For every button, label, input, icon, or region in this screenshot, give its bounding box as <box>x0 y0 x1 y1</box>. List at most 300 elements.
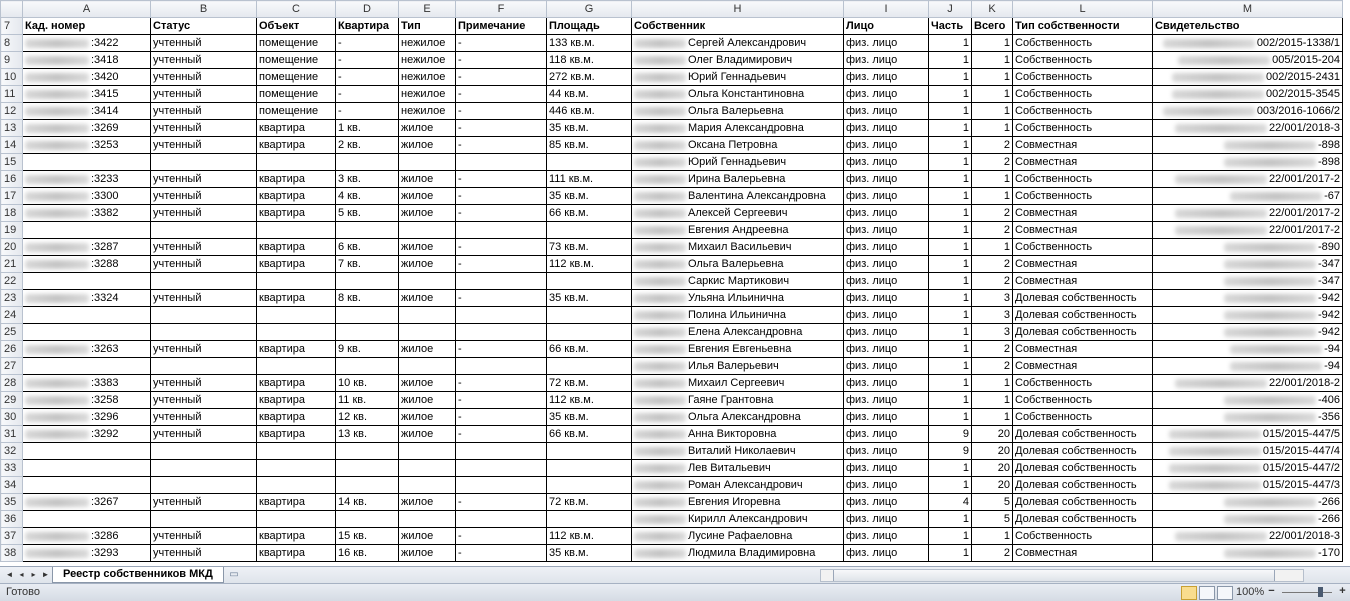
header-cell[interactable] <box>23 18 151 35</box>
row-header[interactable]: 9 <box>1 52 23 69</box>
cell[interactable] <box>1153 358 1343 375</box>
cell[interactable] <box>151 341 257 358</box>
cell[interactable] <box>929 528 972 545</box>
cell[interactable] <box>151 35 257 52</box>
cell[interactable] <box>1153 35 1343 52</box>
cell[interactable] <box>844 273 929 290</box>
cell[interactable] <box>972 35 1013 52</box>
column-header[interactable]: A <box>23 1 151 18</box>
cell[interactable] <box>456 290 547 307</box>
cell[interactable] <box>23 103 151 120</box>
cell[interactable] <box>257 341 336 358</box>
cell[interactable] <box>547 69 632 86</box>
cell[interactable] <box>456 426 547 443</box>
cell[interactable] <box>151 205 257 222</box>
cell[interactable] <box>399 154 456 171</box>
cell[interactable] <box>632 324 844 341</box>
cell[interactable] <box>972 409 1013 426</box>
cell[interactable] <box>151 426 257 443</box>
cell[interactable] <box>456 511 547 528</box>
cell[interactable] <box>257 545 336 562</box>
cell[interactable] <box>1153 120 1343 137</box>
header-cell[interactable] <box>972 18 1013 35</box>
row-header[interactable]: 21 <box>1 256 23 273</box>
cell[interactable] <box>1153 460 1343 477</box>
minus-icon[interactable]: − <box>1268 585 1275 597</box>
cell[interactable] <box>257 35 336 52</box>
cell[interactable] <box>1013 409 1153 426</box>
cell[interactable] <box>336 273 399 290</box>
prev-sheet-icon[interactable]: ◂ <box>19 570 24 579</box>
cell[interactable] <box>844 239 929 256</box>
cell[interactable] <box>632 154 844 171</box>
cell[interactable] <box>547 35 632 52</box>
cell[interactable] <box>257 103 336 120</box>
cell[interactable] <box>151 239 257 256</box>
cell[interactable] <box>399 52 456 69</box>
cell[interactable] <box>632 443 844 460</box>
cell[interactable] <box>972 511 1013 528</box>
zoom-slider-thumb[interactable] <box>1318 587 1323 597</box>
row-header[interactable]: 16 <box>1 171 23 188</box>
row-header[interactable]: 27 <box>1 358 23 375</box>
cell[interactable] <box>632 205 844 222</box>
cell[interactable] <box>257 375 336 392</box>
column-header[interactable]: G <box>547 1 632 18</box>
cell[interactable] <box>547 273 632 290</box>
row-header[interactable]: 18 <box>1 205 23 222</box>
cell[interactable] <box>1013 494 1153 511</box>
cell[interactable] <box>257 171 336 188</box>
cell[interactable] <box>1153 528 1343 545</box>
cell[interactable] <box>632 290 844 307</box>
first-sheet-icon[interactable]: ◄ <box>5 570 14 579</box>
cell[interactable] <box>257 52 336 69</box>
cell[interactable] <box>456 69 547 86</box>
cell[interactable] <box>1013 392 1153 409</box>
cell[interactable] <box>257 307 336 324</box>
cell[interactable] <box>257 239 336 256</box>
cell[interactable] <box>1153 239 1343 256</box>
last-sheet-icon[interactable]: ► <box>41 570 50 579</box>
cell[interactable] <box>257 324 336 341</box>
cell[interactable] <box>844 290 929 307</box>
cell[interactable] <box>972 443 1013 460</box>
cell[interactable] <box>632 460 844 477</box>
cell[interactable] <box>456 341 547 358</box>
column-header[interactable]: F <box>456 1 547 18</box>
cell[interactable] <box>929 460 972 477</box>
row-header[interactable]: 20 <box>1 239 23 256</box>
row-header[interactable]: 25 <box>1 324 23 341</box>
cell[interactable] <box>456 256 547 273</box>
page-break-view-icon[interactable] <box>1217 586 1233 600</box>
cell[interactable] <box>972 69 1013 86</box>
cell[interactable] <box>844 443 929 460</box>
cell[interactable] <box>23 409 151 426</box>
cell[interactable] <box>1013 103 1153 120</box>
row-header[interactable]: 13 <box>1 120 23 137</box>
cell[interactable] <box>336 545 399 562</box>
cell[interactable] <box>399 511 456 528</box>
cell[interactable] <box>151 375 257 392</box>
cell[interactable] <box>399 273 456 290</box>
column-header[interactable]: B <box>151 1 257 18</box>
cell[interactable] <box>151 52 257 69</box>
cell[interactable] <box>336 494 399 511</box>
row-header[interactable]: 14 <box>1 137 23 154</box>
cell[interactable] <box>257 460 336 477</box>
cell[interactable] <box>399 409 456 426</box>
cell[interactable] <box>257 409 336 426</box>
cell[interactable] <box>151 137 257 154</box>
cell[interactable] <box>257 69 336 86</box>
cell[interactable] <box>456 528 547 545</box>
cell[interactable] <box>456 35 547 52</box>
cell[interactable] <box>929 137 972 154</box>
cell[interactable] <box>1013 256 1153 273</box>
cell[interactable] <box>399 69 456 86</box>
column-header[interactable]: L <box>1013 1 1153 18</box>
cell[interactable] <box>547 154 632 171</box>
cell[interactable] <box>547 188 632 205</box>
cell[interactable] <box>23 205 151 222</box>
cell[interactable] <box>23 171 151 188</box>
cell[interactable] <box>1013 528 1153 545</box>
cell[interactable] <box>23 52 151 69</box>
cell[interactable] <box>929 341 972 358</box>
cell[interactable] <box>632 35 844 52</box>
cell[interactable] <box>336 443 399 460</box>
cell[interactable] <box>257 426 336 443</box>
cell[interactable] <box>972 273 1013 290</box>
cell[interactable] <box>972 392 1013 409</box>
cell[interactable] <box>844 426 929 443</box>
cell[interactable] <box>336 307 399 324</box>
cell[interactable] <box>1153 222 1343 239</box>
cell[interactable] <box>456 205 547 222</box>
cell[interactable] <box>929 375 972 392</box>
cell[interactable] <box>547 290 632 307</box>
cell[interactable] <box>1013 545 1153 562</box>
cell[interactable] <box>632 426 844 443</box>
cell[interactable] <box>151 171 257 188</box>
cell[interactable] <box>844 545 929 562</box>
cell[interactable] <box>1153 409 1343 426</box>
cell[interactable] <box>399 477 456 494</box>
cell[interactable] <box>929 69 972 86</box>
row-header[interactable]: 11 <box>1 86 23 103</box>
cell[interactable] <box>972 103 1013 120</box>
cell[interactable] <box>23 273 151 290</box>
cell[interactable] <box>151 545 257 562</box>
cell[interactable] <box>929 307 972 324</box>
row-header[interactable]: 26 <box>1 341 23 358</box>
column-header[interactable]: C <box>257 1 336 18</box>
cell[interactable] <box>972 171 1013 188</box>
cell[interactable] <box>929 120 972 137</box>
cell[interactable] <box>972 324 1013 341</box>
cell[interactable] <box>632 477 844 494</box>
row-header[interactable]: 29 <box>1 392 23 409</box>
cell[interactable] <box>23 494 151 511</box>
cell[interactable] <box>547 460 632 477</box>
cell[interactable] <box>632 120 844 137</box>
cell[interactable] <box>1013 154 1153 171</box>
header-cell[interactable] <box>929 18 972 35</box>
cell[interactable] <box>1013 341 1153 358</box>
cell[interactable] <box>929 154 972 171</box>
cell[interactable] <box>151 86 257 103</box>
cell[interactable] <box>844 494 929 511</box>
cell[interactable] <box>972 358 1013 375</box>
cell[interactable] <box>929 103 972 120</box>
cell[interactable] <box>844 52 929 69</box>
cell[interactable] <box>547 358 632 375</box>
cell[interactable] <box>456 239 547 256</box>
cell[interactable] <box>336 171 399 188</box>
cell[interactable] <box>456 171 547 188</box>
cell[interactable] <box>632 409 844 426</box>
cell[interactable] <box>844 460 929 477</box>
column-header[interactable]: D <box>336 1 399 18</box>
header-cell[interactable] <box>1013 18 1153 35</box>
cell[interactable] <box>1153 375 1343 392</box>
cell[interactable] <box>23 443 151 460</box>
header-cell[interactable] <box>151 18 257 35</box>
cell[interactable] <box>23 239 151 256</box>
cell[interactable] <box>257 137 336 154</box>
cell[interactable] <box>632 137 844 154</box>
row-header[interactable]: 22 <box>1 273 23 290</box>
cell[interactable] <box>929 324 972 341</box>
header-cell[interactable] <box>547 18 632 35</box>
cell[interactable] <box>151 460 257 477</box>
cell[interactable] <box>23 545 151 562</box>
cell[interactable] <box>151 256 257 273</box>
cell[interactable] <box>336 35 399 52</box>
cell[interactable] <box>844 222 929 239</box>
row-header[interactable]: 12 <box>1 103 23 120</box>
cell[interactable] <box>632 222 844 239</box>
cell[interactable] <box>972 188 1013 205</box>
cell[interactable] <box>632 103 844 120</box>
cell[interactable] <box>23 256 151 273</box>
cell[interactable] <box>336 290 399 307</box>
cell[interactable] <box>23 120 151 137</box>
cell[interactable] <box>547 511 632 528</box>
cell[interactable] <box>1153 188 1343 205</box>
cell[interactable] <box>632 273 844 290</box>
cell[interactable] <box>844 35 929 52</box>
cell[interactable] <box>257 528 336 545</box>
cell[interactable] <box>1153 137 1343 154</box>
sheet-tab[interactable]: Реестр собственников МКД <box>52 567 224 583</box>
cell[interactable] <box>257 188 336 205</box>
cell[interactable] <box>1013 324 1153 341</box>
cell[interactable] <box>336 120 399 137</box>
cell[interactable] <box>844 154 929 171</box>
cell[interactable] <box>844 188 929 205</box>
row-header[interactable]: 7 <box>1 18 23 35</box>
cell[interactable] <box>257 511 336 528</box>
page-layout-view-icon[interactable] <box>1199 586 1215 600</box>
header-cell[interactable] <box>257 18 336 35</box>
cell[interactable] <box>23 69 151 86</box>
cell[interactable] <box>972 154 1013 171</box>
cell[interactable] <box>547 341 632 358</box>
cell[interactable] <box>844 477 929 494</box>
row-header[interactable]: 38 <box>1 545 23 562</box>
cell[interactable] <box>456 188 547 205</box>
column-header[interactable]: M <box>1153 1 1343 18</box>
cell[interactable] <box>399 375 456 392</box>
cell[interactable] <box>1013 426 1153 443</box>
cell[interactable] <box>929 52 972 69</box>
cell[interactable] <box>23 511 151 528</box>
cell[interactable] <box>1013 511 1153 528</box>
cell[interactable] <box>456 494 547 511</box>
cell[interactable] <box>844 171 929 188</box>
cell[interactable] <box>929 256 972 273</box>
cell[interactable] <box>336 188 399 205</box>
cell[interactable] <box>547 222 632 239</box>
header-cell[interactable] <box>844 18 929 35</box>
cell[interactable] <box>399 103 456 120</box>
header-cell[interactable] <box>399 18 456 35</box>
cell[interactable] <box>23 460 151 477</box>
cell[interactable] <box>151 494 257 511</box>
cell[interactable] <box>456 409 547 426</box>
cell[interactable] <box>151 120 257 137</box>
cell[interactable] <box>632 69 844 86</box>
cell[interactable] <box>336 103 399 120</box>
cell[interactable] <box>456 443 547 460</box>
cell[interactable] <box>547 545 632 562</box>
cell[interactable] <box>456 545 547 562</box>
cell[interactable] <box>336 375 399 392</box>
cell[interactable] <box>547 477 632 494</box>
row-header[interactable]: 37 <box>1 528 23 545</box>
cell[interactable] <box>1013 120 1153 137</box>
cell[interactable] <box>844 409 929 426</box>
cell[interactable] <box>929 392 972 409</box>
cell[interactable] <box>1153 341 1343 358</box>
cell[interactable] <box>151 477 257 494</box>
cell[interactable] <box>1153 205 1343 222</box>
cell[interactable] <box>1153 154 1343 171</box>
cell[interactable] <box>23 307 151 324</box>
cell[interactable] <box>972 205 1013 222</box>
cell[interactable] <box>23 188 151 205</box>
cell[interactable] <box>23 154 151 171</box>
cell[interactable] <box>844 103 929 120</box>
cell[interactable] <box>1013 86 1153 103</box>
cell[interactable] <box>399 205 456 222</box>
cell[interactable] <box>399 443 456 460</box>
cell[interactable] <box>547 375 632 392</box>
row-header[interactable]: 30 <box>1 409 23 426</box>
cell[interactable] <box>336 222 399 239</box>
cell[interactable] <box>1153 52 1343 69</box>
cell[interactable] <box>1153 392 1343 409</box>
column-header[interactable]: J <box>929 1 972 18</box>
cell[interactable] <box>972 426 1013 443</box>
cell[interactable] <box>399 341 456 358</box>
cell[interactable] <box>972 52 1013 69</box>
cell[interactable] <box>399 358 456 375</box>
cell[interactable] <box>257 120 336 137</box>
row-header[interactable]: 32 <box>1 443 23 460</box>
cell[interactable] <box>844 375 929 392</box>
cell[interactable] <box>257 290 336 307</box>
cell[interactable] <box>456 120 547 137</box>
cell[interactable] <box>844 256 929 273</box>
cell[interactable] <box>547 307 632 324</box>
horizontal-scrollbar[interactable] <box>820 569 1304 582</box>
cell[interactable] <box>547 171 632 188</box>
cell[interactable] <box>1013 52 1153 69</box>
plus-icon[interactable]: + <box>1339 585 1346 597</box>
cell[interactable] <box>336 426 399 443</box>
cell[interactable] <box>456 222 547 239</box>
cell[interactable] <box>23 137 151 154</box>
cell[interactable] <box>632 494 844 511</box>
cell[interactable] <box>399 460 456 477</box>
cell[interactable] <box>399 494 456 511</box>
column-header[interactable]: H <box>632 1 844 18</box>
cell[interactable] <box>23 392 151 409</box>
cell[interactable] <box>929 171 972 188</box>
cell[interactable] <box>1013 239 1153 256</box>
cell[interactable] <box>456 273 547 290</box>
cell[interactable] <box>23 358 151 375</box>
cell[interactable] <box>257 477 336 494</box>
cell[interactable] <box>1013 460 1153 477</box>
cell[interactable] <box>972 86 1013 103</box>
cell[interactable] <box>844 511 929 528</box>
cell[interactable] <box>456 392 547 409</box>
cell[interactable] <box>399 426 456 443</box>
cell[interactable] <box>336 477 399 494</box>
cell[interactable] <box>844 120 929 137</box>
cell[interactable] <box>399 239 456 256</box>
cell[interactable] <box>151 103 257 120</box>
cell[interactable] <box>1153 511 1343 528</box>
cell[interactable] <box>844 392 929 409</box>
cell[interactable] <box>456 307 547 324</box>
cell[interactable] <box>1013 171 1153 188</box>
cell[interactable] <box>456 460 547 477</box>
cell[interactable] <box>23 426 151 443</box>
cell[interactable] <box>399 171 456 188</box>
cell[interactable] <box>336 69 399 86</box>
cell[interactable] <box>972 341 1013 358</box>
cell[interactable] <box>844 324 929 341</box>
cell[interactable] <box>151 69 257 86</box>
row-header[interactable]: 35 <box>1 494 23 511</box>
cell[interactable] <box>23 290 151 307</box>
cell[interactable] <box>929 494 972 511</box>
cell[interactable] <box>151 392 257 409</box>
scrollbar-thumb[interactable] <box>833 570 1275 581</box>
cell[interactable] <box>336 460 399 477</box>
cell[interactable] <box>844 137 929 154</box>
cell[interactable] <box>929 188 972 205</box>
select-all-corner[interactable] <box>1 1 23 18</box>
cell[interactable] <box>399 86 456 103</box>
cell[interactable] <box>632 375 844 392</box>
